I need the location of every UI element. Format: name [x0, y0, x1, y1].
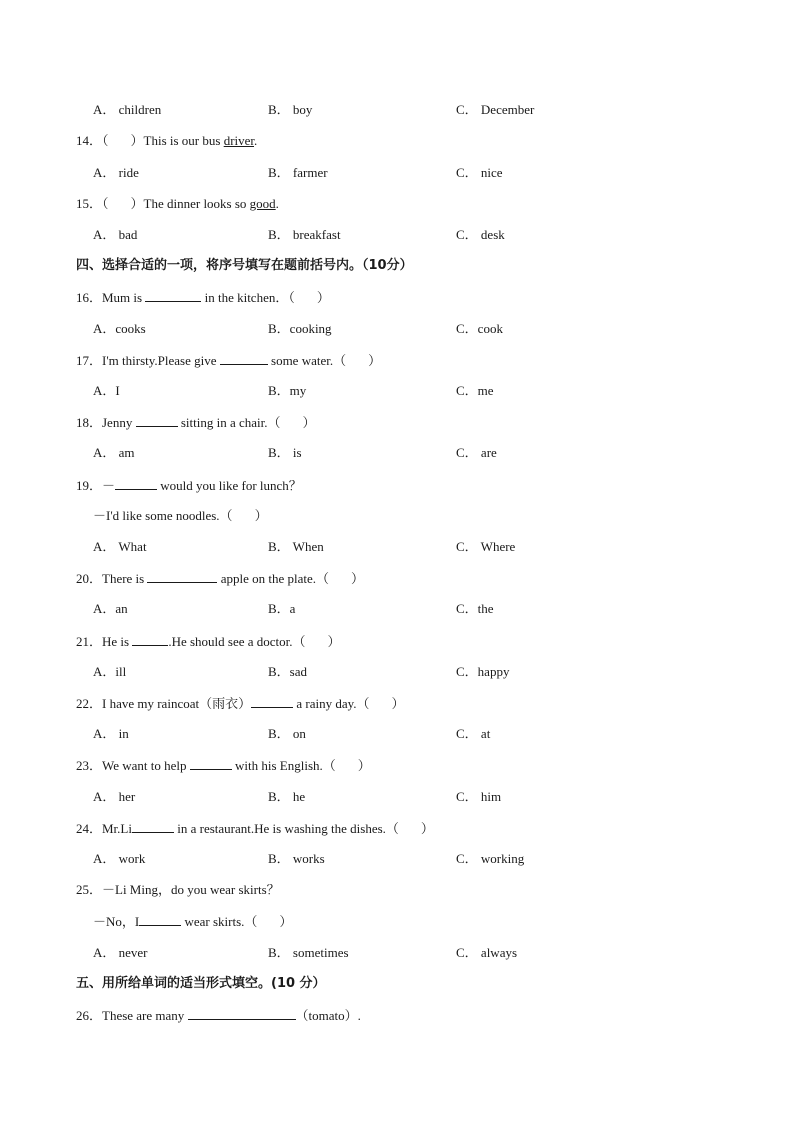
- q16-option-a: A．cooks: [93, 321, 146, 336]
- q22-option-c: C． at: [456, 726, 491, 741]
- q17-option-b: B．my: [268, 383, 307, 398]
- q25-option-a: A． never: [93, 945, 148, 960]
- question-19: 19．－ would you like for lunch？: [76, 478, 302, 493]
- question-19-reply: －I'd like some noodles.（ ）: [93, 508, 268, 523]
- answer-blank[interactable]: [220, 351, 268, 365]
- q23-option-b: B． he: [268, 789, 306, 804]
- q20-option-a: A．an: [93, 601, 128, 616]
- q18-option-a: A． am: [93, 445, 135, 460]
- q13-option-b: B． boy: [268, 102, 313, 117]
- question-18: 18．Jenny sitting in a chair.（ ）: [76, 415, 316, 430]
- answer-blank[interactable]: [147, 569, 217, 583]
- q21-option-c: C．happy: [456, 664, 510, 679]
- answer-blank[interactable]: [115, 476, 157, 490]
- q23-option-a: A． her: [93, 789, 136, 804]
- question-25-reply: －No，I wear skirts.（ ）: [93, 914, 293, 929]
- question-20: 20．There is apple on the plate.（ ）: [76, 571, 365, 586]
- question-16: 16．Mum is in the kitchen．（ ）: [76, 290, 330, 305]
- section-4-heading: 四、选择合适的一项，将序号填写在题前括号内。（10分）: [76, 258, 413, 273]
- q19-option-b: B． When: [268, 539, 324, 554]
- q20-option-c: C．the: [456, 601, 494, 616]
- question-17: 17．I'm thirsty.Please give some water.（ ）: [76, 353, 382, 368]
- q24-option-c: C． working: [456, 851, 525, 866]
- q21-option-b: B．sad: [268, 664, 308, 679]
- q21-option-a: A．ill: [93, 664, 127, 679]
- section-5-heading: 五、用所给单词的适当形式填空。(10 分）: [76, 976, 326, 991]
- q24-option-b: B． works: [268, 851, 325, 866]
- answer-blank[interactable]: [132, 632, 168, 646]
- underlined-word: good: [249, 196, 276, 211]
- q18-option-b: B． is: [268, 445, 302, 460]
- q25-option-b: B． sometimes: [268, 945, 349, 960]
- question-25: 25．－Li Ming，do you wear skirts？: [76, 882, 280, 897]
- q16-option-c: C．cook: [456, 321, 503, 336]
- q14-option-a: A． ride: [93, 165, 139, 180]
- q13-option-a: A． children: [93, 102, 162, 117]
- question-15: 15．（ ）The dinner looks so good.: [76, 196, 279, 211]
- q15-option-c: C． desk: [456, 227, 505, 242]
- q16-option-b: B．cooking: [268, 321, 332, 336]
- answer-blank[interactable]: [132, 819, 174, 833]
- answer-blank[interactable]: [145, 288, 201, 302]
- q17-option-c: C．me: [456, 383, 494, 398]
- question-26: 26．These are many （tomato）.: [76, 1008, 361, 1023]
- q18-option-c: C． are: [456, 445, 497, 460]
- q22-option-b: B． on: [268, 726, 306, 741]
- question-21: 21．He is .He should see a doctor.（ ）: [76, 634, 341, 649]
- question-22: 22．I have my raincoat（雨衣） a rainy day.（ ）: [76, 696, 405, 711]
- q14-option-c: C． nice: [456, 165, 503, 180]
- q17-option-a: A．I: [93, 383, 120, 398]
- q19-option-c: C． Where: [456, 539, 516, 554]
- answer-blank[interactable]: [136, 413, 178, 427]
- q14-option-b: B． farmer: [268, 165, 328, 180]
- q24-option-a: A． work: [93, 851, 146, 866]
- underlined-word: driver: [223, 133, 255, 148]
- q19-option-a: A． What: [93, 539, 147, 554]
- q20-option-b: B．a: [268, 601, 296, 616]
- q23-option-c: C． him: [456, 789, 502, 804]
- q25-option-c: C． always: [456, 945, 518, 960]
- answer-blank[interactable]: [139, 912, 181, 926]
- question-14: 14．（ ）This is our bus driver.: [76, 133, 258, 148]
- q15-option-a: A． bad: [93, 227, 138, 242]
- answer-blank[interactable]: [188, 1006, 296, 1020]
- q13-option-c: C． December: [456, 102, 535, 117]
- answer-blank[interactable]: [251, 694, 293, 708]
- q22-option-a: A． in: [93, 726, 129, 741]
- question-23: 23．We want to help with his English.（ ）: [76, 758, 371, 773]
- answer-blank[interactable]: [190, 756, 232, 770]
- question-24: 24．Mr.Li in a restaurant.He is washing the dishes.（ ）: [76, 821, 434, 836]
- q15-option-b: B． breakfast: [268, 227, 341, 242]
